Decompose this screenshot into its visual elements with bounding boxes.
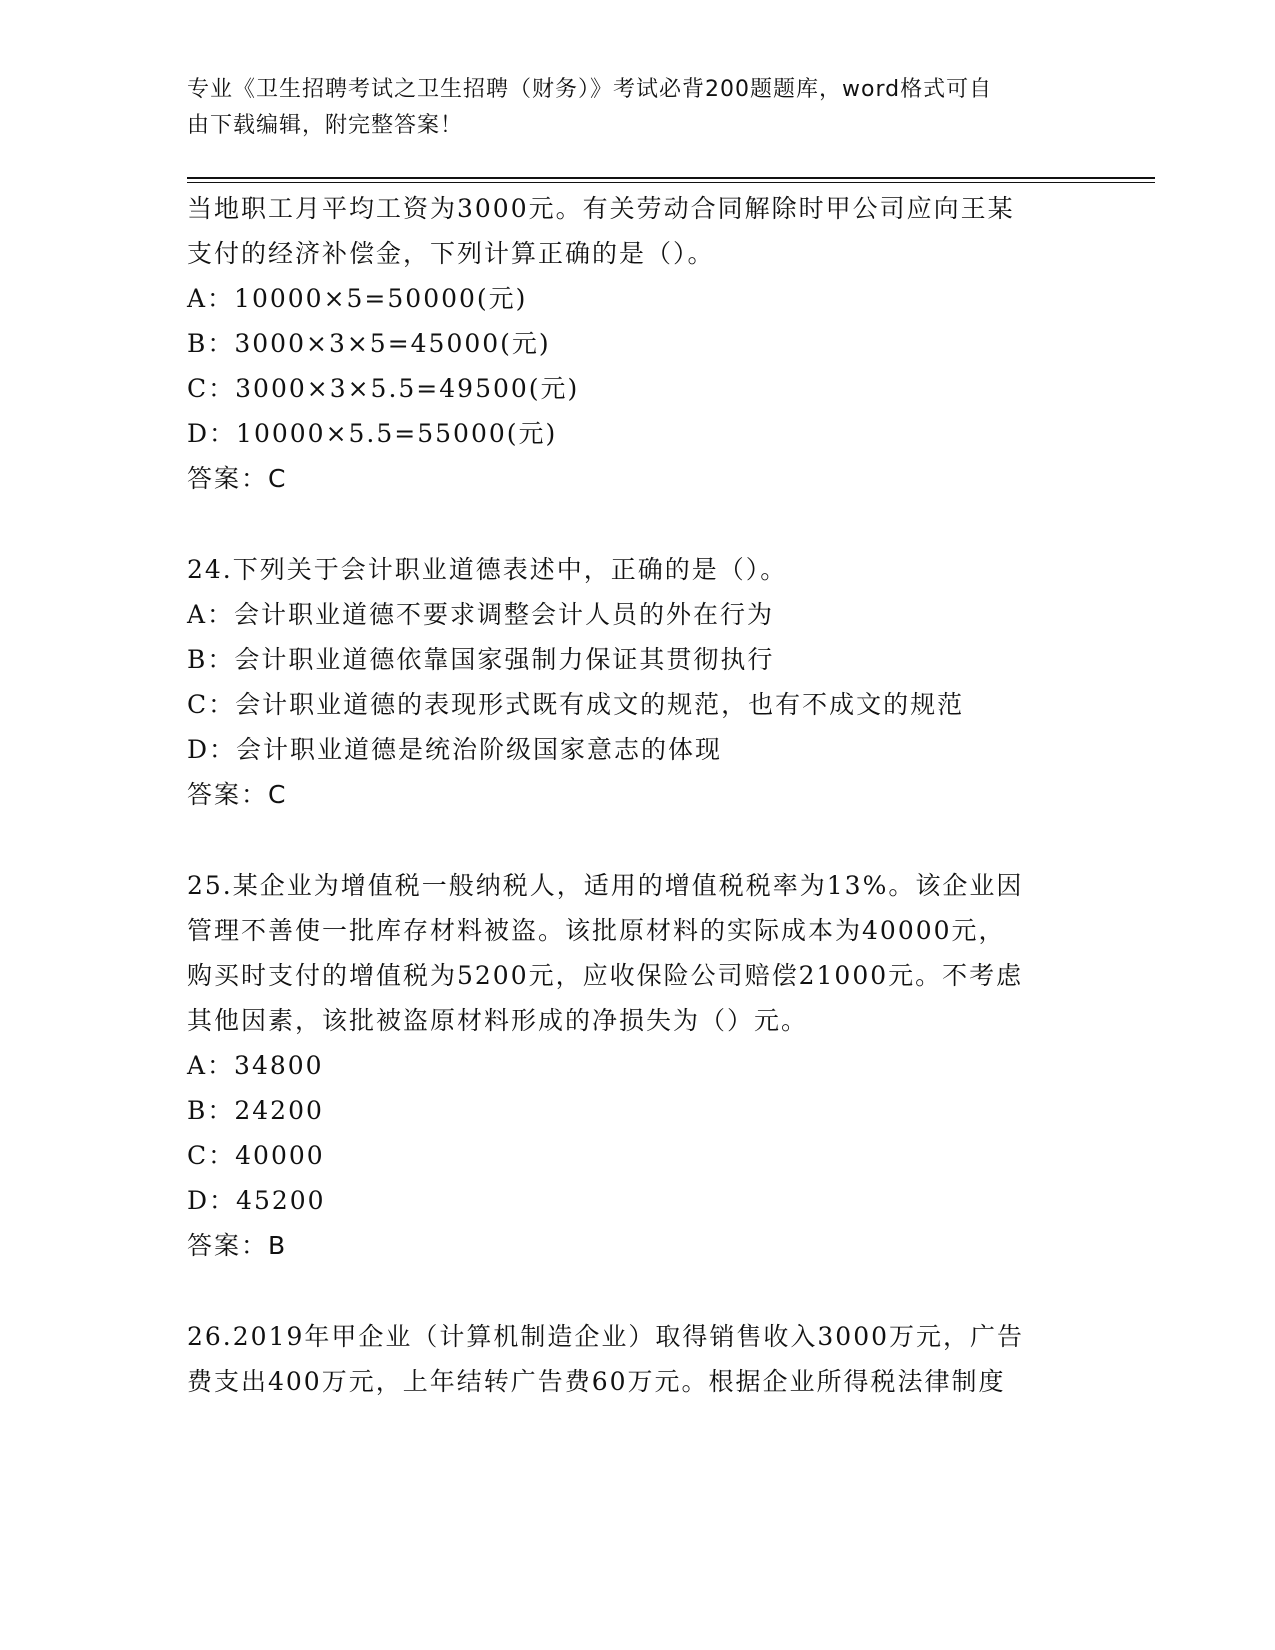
answer-line: 答案：C <box>187 464 288 493</box>
option-a: A：会计职业道德不要求调整会计人员的外在行为 <box>187 600 775 629</box>
header-rule-thick <box>187 177 1155 179</box>
option-d: D：10000×5.5=55000(元) <box>187 419 558 448</box>
question-stem-line: 购买时支付的增值税为5200元，应收保险公司赔偿21000元。不考虑 <box>187 961 1024 990</box>
option-a: A：34800 <box>187 1051 324 1080</box>
question-23 <box>187 186 1087 501</box>
question-24 <box>187 547 1087 817</box>
question-list <box>187 186 1087 1404</box>
question-stem-line: 支付的经济补偿金，下列计算正确的是（）。 <box>187 239 715 268</box>
answer-line: 答案：C <box>187 780 288 809</box>
option-c: C：3000×3×5.5=49500(元) <box>187 374 580 403</box>
question-stem-line: 其他因素，该批被盗原材料形成的净损失为（）元。 <box>187 1006 809 1035</box>
option-c: C：会计职业道德的表现形式既有成文的规范，也有不成文的规范 <box>187 690 965 719</box>
spacer <box>187 1268 1087 1314</box>
question-26 <box>187 1314 1087 1404</box>
header-line-1: 专业《卫生招聘考试之卫生招聘（财务）》考试必背200题题库，word格式可自 <box>187 77 993 102</box>
option-c: C：40000 <box>187 1141 325 1170</box>
question-stem-line: 管理不善使一批库存材料被盗。该批原材料的实际成本为40000元， <box>187 916 1006 945</box>
question-stem-line: 24.下列关于会计职业道德表述中，正确的是（）。 <box>187 555 788 584</box>
option-b: B：会计职业道德依靠国家强制力保证其贯彻执行 <box>187 645 775 674</box>
question-25 <box>187 863 1087 1268</box>
spacer <box>187 817 1087 863</box>
option-d: D：会计职业道德是统治阶级国家意志的体现 <box>187 735 723 764</box>
question-stem-line: 当地职工月平均工资为3000元。有关劳动合同解除时甲公司应向王某 <box>187 194 1015 223</box>
option-b: B：24200 <box>187 1096 324 1125</box>
header-rule-thin <box>187 182 1155 183</box>
question-stem-line: 25.某企业为增值税一般纳税人，适用的增值税税率为13%。该企业因 <box>187 871 1024 900</box>
option-d: D：45200 <box>187 1186 326 1215</box>
question-stem-line: 26.2019年甲企业（计算机制造企业）取得销售收入3000万元，广告 <box>187 1322 1025 1351</box>
question-stem-line: 费支出400万元，上年结转广告费60万元。根据企业所得税法律制度 <box>187 1367 1006 1396</box>
spacer <box>187 501 1087 547</box>
document-header <box>187 72 1067 144</box>
option-b: B：3000×3×5=45000(元) <box>187 329 551 358</box>
option-a: A：10000×5=50000(元) <box>187 284 528 313</box>
answer-line: 答案：B <box>187 1231 288 1260</box>
header-line-2: 由下载编辑，附完整答案！ <box>187 113 464 138</box>
